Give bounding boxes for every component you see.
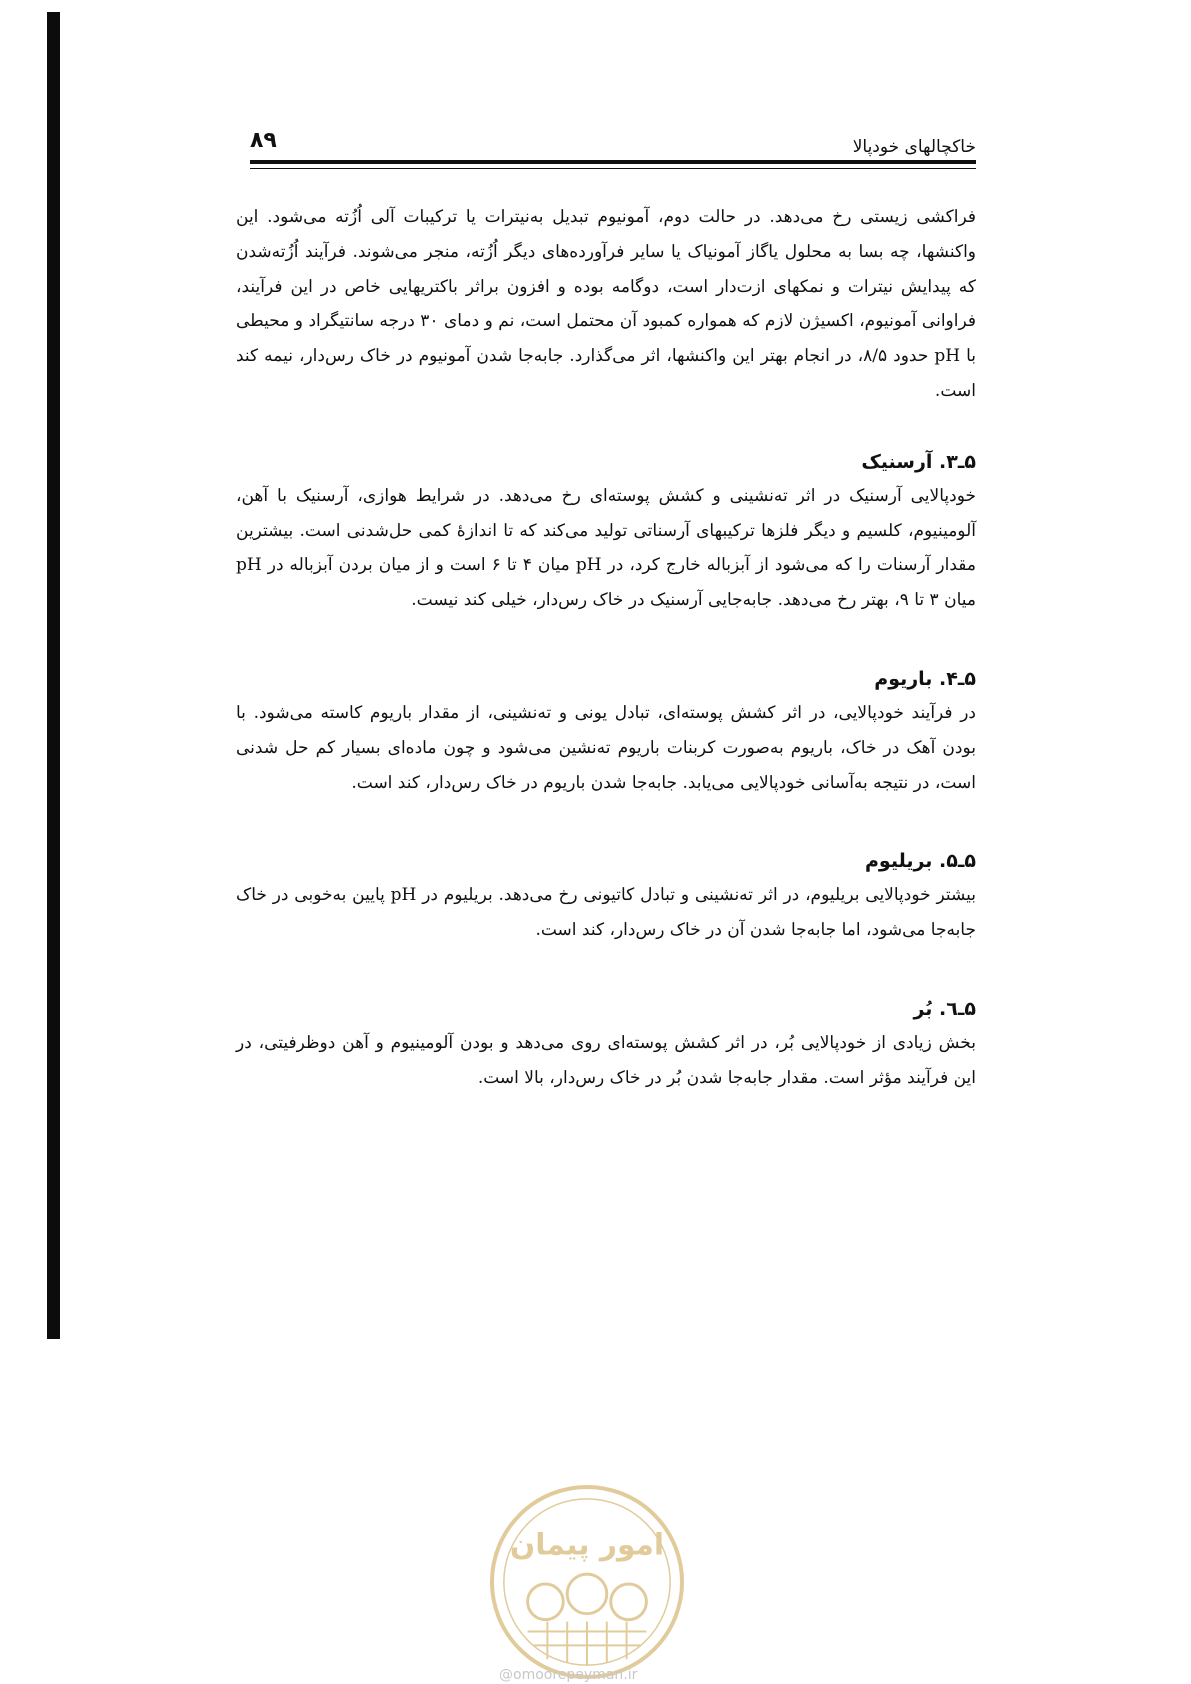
page-body — [236, 200, 976, 1096]
scan-binding-edge — [47, 12, 60, 1339]
paragraph: بخش زیادی از خودپالایی بُر، در اثر کشش پوسته‌ای روی می‌دهد و بودن آلومینیوم و آهن دوظرفیتی، در این فرآیند مؤثر است. مقدار جابه‌جا شدن بُر در خاک رس‌دار، بالا است. — [236, 1032, 976, 1088]
section-intro-continuation — [236, 200, 976, 409]
section-heading: ۵ـ٦. بُر — [913, 997, 976, 1020]
running-title: خاکچالهای خودپالا — [852, 137, 976, 157]
section-arsenic — [236, 445, 976, 618]
section-heading: ۵ـ۳. آرسنیک — [861, 450, 976, 473]
section-heading: ۵ـ۴. باریوم — [874, 667, 976, 690]
paragraph: بیشتر خودپالایی بریلیوم، در اثر ته‌نشینی و تبادل کاتیونی رخ می‌دهد. بریلیوم در pH پایین به‌خوبی در خاک جابه‌جا می‌شود، اما جابه‌جا شدن آن در خاک رس‌دار، کند است. — [236, 885, 976, 941]
paragraph: فراکشی زیستی رخ می‌دهد. در حالت دوم، آمونیوم تبدیل به‌نیترات یا ترکیبات آلی اُزُته می‌شود. این واکنشها، چه بسا به محلول یاگاز آمونیاک یا سایر فرآورده‌های دیگر اُزُته، منجر می‌شوند. فرآیند اُزُته‌شدن که پیدایش نیترات و نمکهای ازت‌دار است، دوگامه بوده و افزون براثر باکتریهایی خاص در این فرآیند، فراوانی آمونیوم، اکسیژن لازم که همواره کمبود آن محتمل است، نم و دمای ۳۰ درجه سانتیگراد و محیطی با pH حدود ۸/۵، در انجام بهتر این واکنشها، اثر می‌گذارد. جابه‌جا شدن آمونیوم در خاک رس‌دار، نیمه کند است. — [236, 207, 976, 401]
publisher-seal-logo — [488, 1483, 686, 1681]
header-rule-thin — [250, 168, 976, 169]
watermark-text: @omoorepeyman.ir — [499, 1667, 638, 1683]
seal-lettering: امور پیمان — [509, 1527, 665, 1563]
section-beryllium — [236, 844, 976, 948]
header-rule-thick — [250, 160, 976, 164]
section-boron — [236, 992, 976, 1096]
section-heading: ۵ـ۵. بریلیوم — [865, 850, 976, 873]
section-barium — [236, 662, 976, 800]
paragraph: خودپالایی آرسنیک در اثر ته‌نشینی و کشش پوسته‌ای رخ می‌دهد. در شرایط هوازی، آرسنیک با آهن، آلومینیوم، کلسیم و دیگر فلزها ترکیبهای آرسناتی تولید می‌کند که تا اندازهٔ کمی حل‌شدنی است. بیشترین مقدار آرسنات را که می‌شود از آبزباله خارج کرد، در pH میان ۴ تا ۶ است و از میان بردن آبزباله در pH میان ۳ تا ۹، بهتر رخ می‌دهد. جابه‌جایی آرسنیک در خاک رس‌دار، خیلی کند نیست. — [236, 485, 976, 611]
page-number: ۸۹ — [250, 128, 277, 153]
paragraph: در فرآیند خودپالایی، در اثر کشش پوسته‌ای، تبادل یونی و ته‌نشینی، از مقدار باریوم کاسته می‌شود. با بودن آهک در خاک، باریوم به‌صورت کربنات باریوم ته‌نشین می‌شود و چون ماده‌ای بسیار کم حل شدنی است، در نتیجه به‌آسانی خودپالایی می‌یابد. جابه‌جا شدن باریوم در خاک رس‌دار، کند است. — [236, 702, 976, 793]
